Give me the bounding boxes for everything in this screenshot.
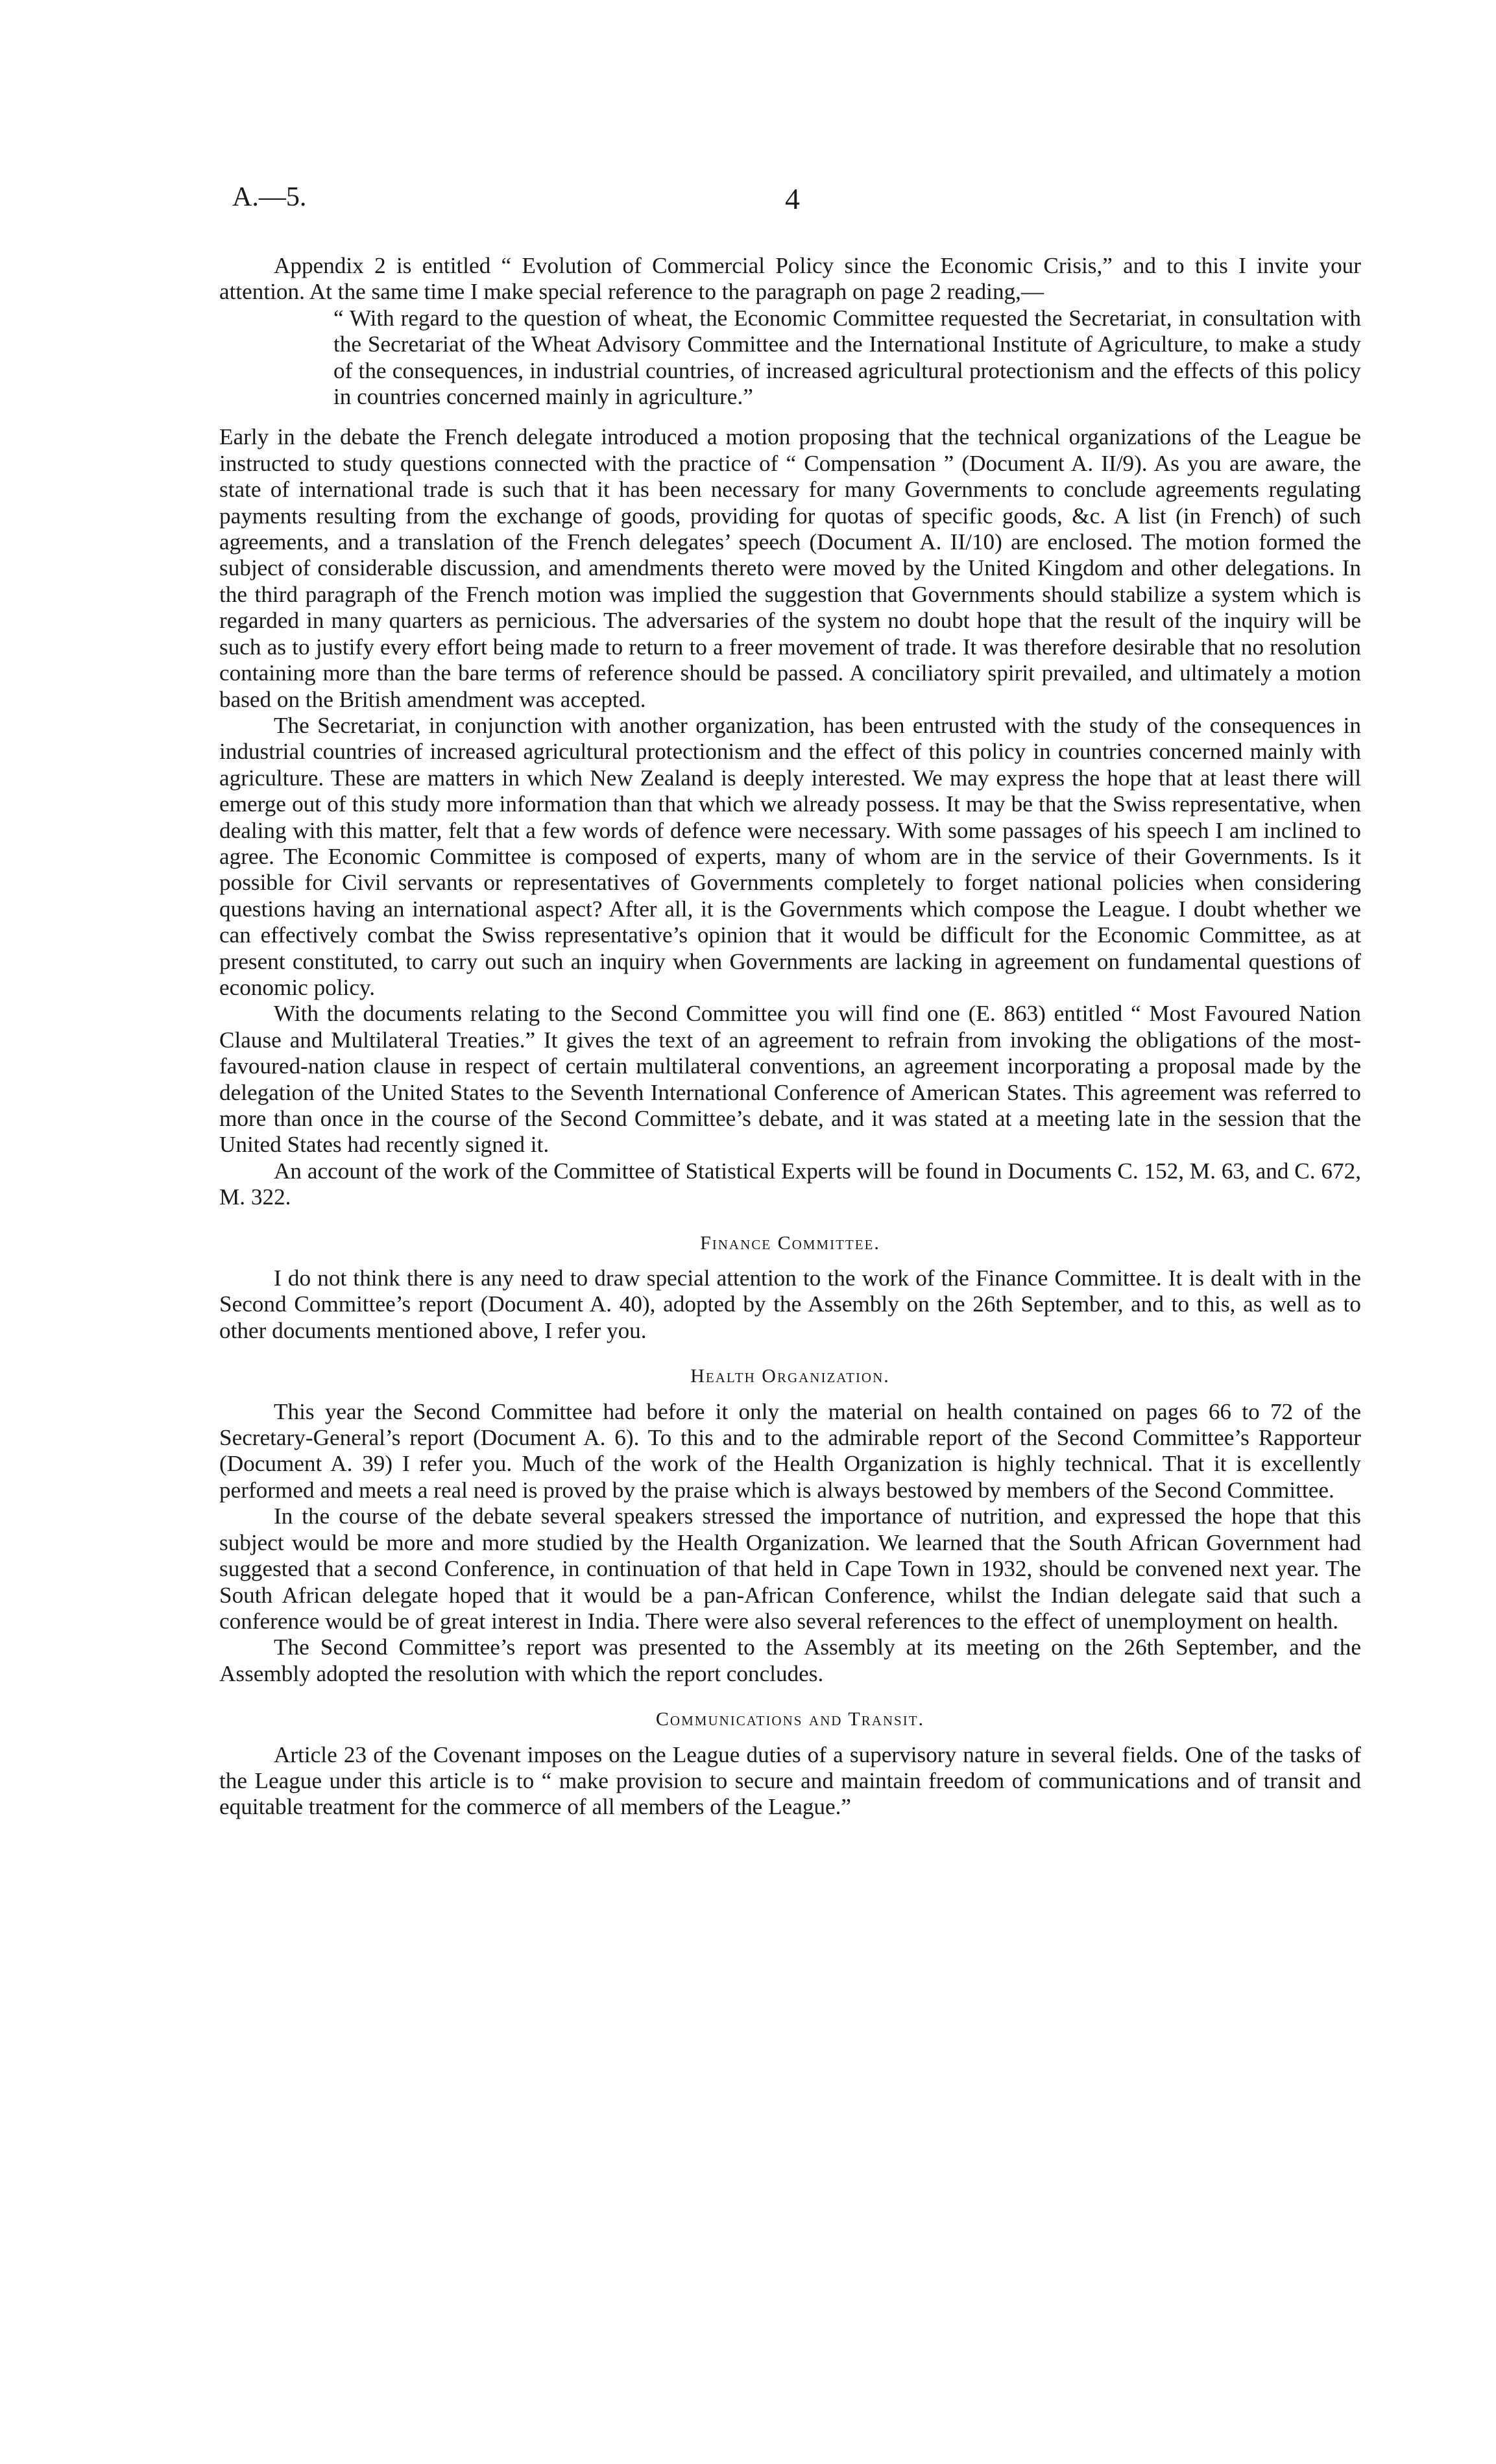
paragraph-compensation-motion: Early in the debate the French delegate introduced a motion proposing that the technical organizations of the League be instructed to study questions connected with the practice of “ Compensation ” (Document A. II/9). As you are aware, the state of international trade is such that it has been necessary for many Governments to conclude agreements regulating payments resulting from the exchange of goods, providing for quotas of specific goods, &c. A list (in French) of such agreements, and a translation of the French delegates’ speech (Document A. II/10) are enclosed. The motion formed the subject of considerable discussion, and amendments thereto were moved by the United Kingdom and other delegations. In the third paragraph of the French motion was implied the suggestion that Governments should stabilize a system which is regarded in many quarters as pernicious. The adversaries of the system no doubt hope that the result of the inquiry will be such as to justify every effort being made to return to a freer movement of trade. It was therefore desirable that no resolution containing more than the bare terms of reference should be passed. A conciliatory spirit prevailed, and ultimately a motion based on the British amendment was accepted. (219, 424, 1361, 712)
heading-finance-committee: Finance Committee. (700, 1232, 880, 1254)
paragraph-statistical-experts: An account of the work of the Committee of Statistical Experts will be found in Documents C. 152, M. 63, and C. 672, M. 322. (219, 1158, 1361, 1210)
paragraph-appendix-2: Appendix 2 is entitled “ Evolution of Commercial Policy since the Economic Crisis,” and to this I invite your attention. At the same time I make special reference to the paragraph on page 2 reading,— (219, 253, 1361, 305)
document-reference: A.—5. (232, 182, 307, 212)
paragraph-nutrition-debate: In the course of the debate several speakers stressed the importance of nutrition, and expressed the hope that this subject would be more and more studied by the Health Organization. We learned that the South African Government had suggested that a second Conference, in continuation of that held in Cape Town in 1932, should be convened next year. The South African delegate hoped that it would be a pan-African Conference, whilst the Indian delegate said that such a conference would be of great interest in India. There were also several references to the effect of unemployment on health. (219, 1503, 1361, 1634)
paragraph-most-favoured-nation: With the documents relating to the Second Committee you will find one (E. 863) entitled “ Most Favoured Nation Clause and Multilateral Treaties.” It gives the text of an agreement to refrain from invoking the obligations of the most-favoured-nation clause in respect of certain multilateral conventions, an agreement incorporating a proposal made by the delegation of the United States to the Seventh International Conference of American States. This agreement was referred to more than once in the course of the Second Committee’s debate, and it was stated at a meeting late in the session that the United States had recently signed it. (219, 1001, 1361, 1158)
paragraph-health-report: The Second Committee’s report was presented to the Assembly at its meeting on the 26th September, and the Assembly adopted the resolution with which the report concludes. (219, 1634, 1361, 1686)
block-quote-wheat (333, 305, 1361, 411)
paragraph-article-23: Article 23 of the Covenant imposes on the League duties of a supervisory nature in several fields. One of the tasks of the League under this article is to “ make provision to secure and maintain freedom of communications and of transit and equitable treatment for the commerce of all members of the League.” (219, 1741, 1361, 1820)
paragraph-health-material: This year the Second Committee had before it only the material on health contained on pages 66 to 72 of the Secretary-General’s report (Document A. 6). To this and to the admirable report of the Second Committee’s Rapporteur (Document A. 39) I refer you. Much of the work of the Health Organization is highly technical. That it is excellently performed and meets a real need is proved by the praise which is always bestowed by members of the Second Committee. (219, 1398, 1361, 1503)
quote-text: “ With regard to the question of wheat, the Economic Committee requested the Secretariat, in consultation with the Secretariat of the Wheat Advisory Committee and the International Institute of Agriculture, to make a study of the consequences, in industrial countries, of increased agricultural protectionism and the effects of this policy in countries concerned mainly in agriculture.” (333, 305, 1361, 410)
heading-communications-transit: Communications and Transit. (655, 1708, 925, 1730)
page-number: 4 (785, 182, 800, 215)
document-body (219, 253, 1361, 1821)
paragraph-finance-committee: I do not think there is any need to draw special attention to the work of the Finance Committee. It is dealt with in the Second Committee’s report (Document A. 40), adopted by the Assembly on the 26th September, and to this, as well as to other documents mentioned above, I refer you. (219, 1265, 1361, 1343)
heading-health-organization: Health Organization. (690, 1365, 890, 1387)
paragraph-secretariat-study: The Secretariat, in conjunction with another organization, has been entrusted with the study of the consequences in industrial countries of increased agricultural protectionism and the effect of this policy in countries concerned mainly with agriculture. These are matters in which New Zealand is deeply interested. We may express the hope that at least there will emerge out of this study more information than that which we already possess. It may be that the Swiss representative, when dealing with this matter, felt that a few words of defence were necessary. With some passages of his speech I am inclined to agree. The Economic Committee is composed of experts, many of whom are in the service of their Governments. Is it possible for Civil servants or representatives of Governments completely to forget national policies when considering questions having an international aspect? After all, it is the Governments which compose the League. I doubt whether we can effectively combat the Swiss representative’s opinion that it would be difficult for the Economic Committee, as at present constituted, to carry out such an inquiry when Governments are lacking in agreement on fundamental questions of economic policy. (219, 712, 1361, 1000)
